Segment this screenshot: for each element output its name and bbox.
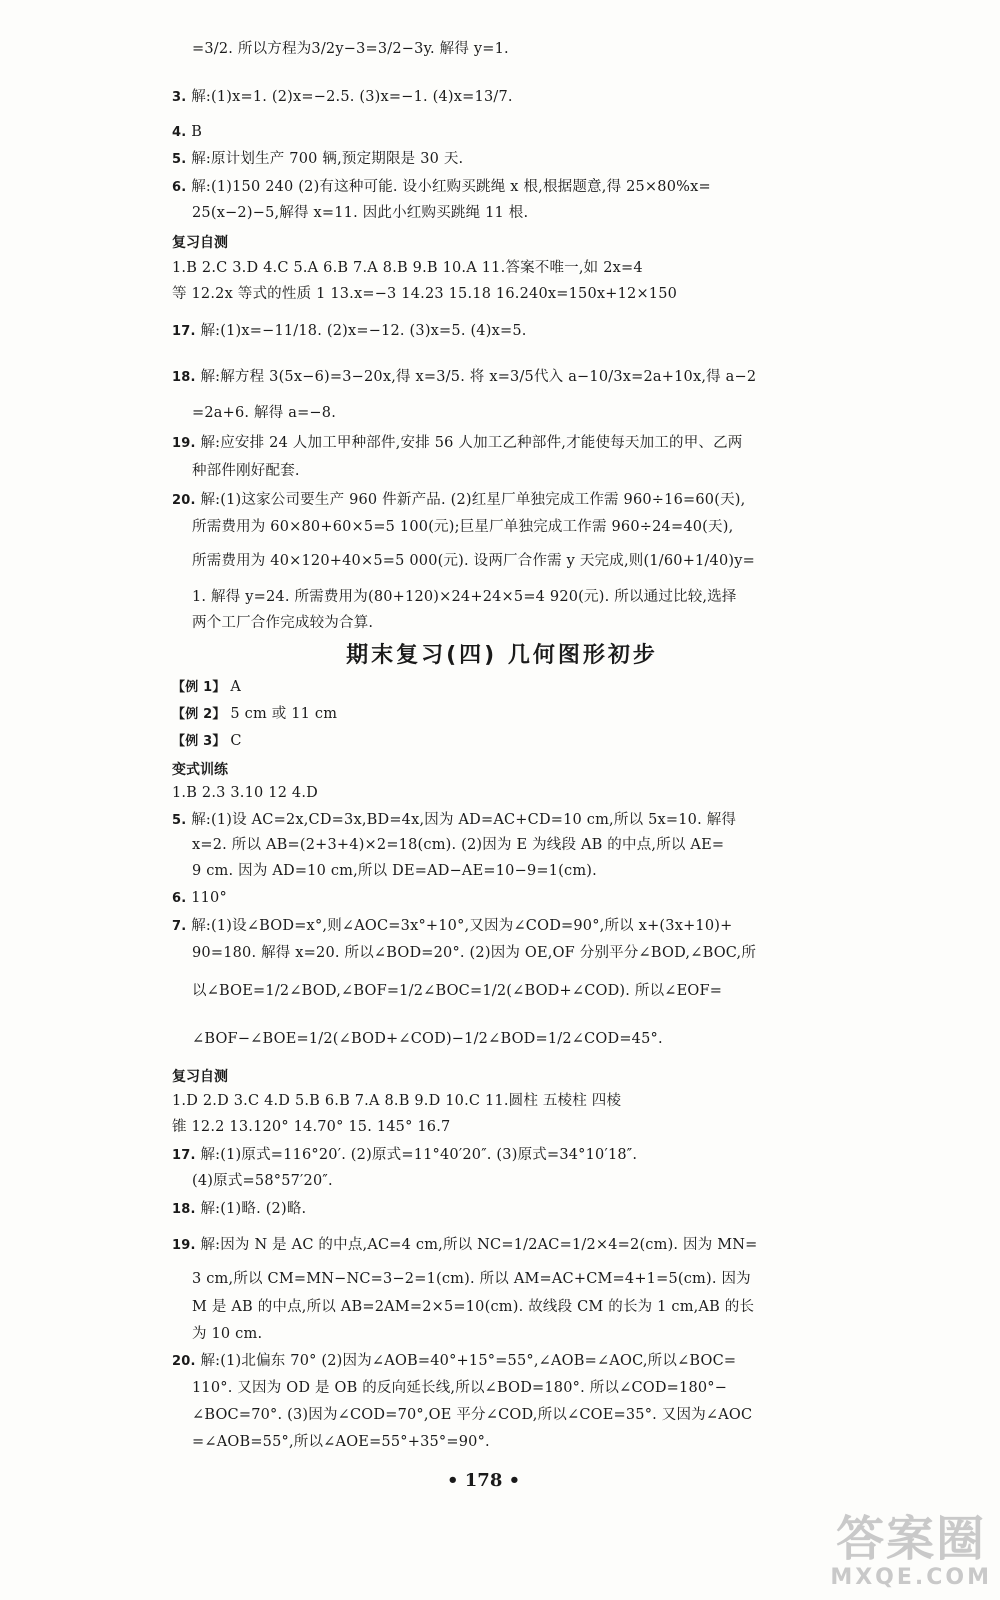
text-line: 以∠BOE=1/2∠BOD,∠BOF=1/2∠BOC=1/2(∠BOD+∠COD). 所以∠EOF= [192, 983, 723, 999]
text-line: 两个工厂合作完成较为合算. [192, 615, 374, 631]
text-line: 1.B 2.C 3.D 4.C 5.A 6.B 7.A 8.B 9.B 10.A 11.答案不唯一,如 2x=4 [172, 260, 643, 276]
text-line: 17. 解:(1)原式=116°20′. (2)原式=11°40′20″. (3)原式=34°10′18″. [172, 1147, 638, 1163]
text-line: 1.B 2.3 3.10 12 4.D [172, 785, 318, 801]
text-line: 18. 解:解方程 3(5x−6)=3−20x,得 x=3/5. 将 x=3/5代入 a−10/3x=2a+10x,得 a−2 [172, 369, 757, 385]
text-line: 110°. 又因为 OD 是 OB 的反向延长线,所以∠BOD=180°. 所以∠COD=180°− [192, 1380, 728, 1396]
text-line: 【例 2】 5 cm 或 11 cm [172, 706, 338, 722]
text-line: 25(x−2)−5,解得 x=11. 因此小红购买跳绳 11 根. [192, 205, 529, 221]
text-line: 20. 解:(1)北偏东 70° (2)因为∠AOB=40°+15°=55°,∠AOB=∠AOC,所以∠BOC= [172, 1353, 737, 1369]
section-subheading: 变式训练 [172, 762, 228, 778]
text-line: 18. 解:(1)略. (2)略. [172, 1201, 307, 1217]
text-line: x=2. 所以 AB=(2+3+4)×2=18(cm). (2)因为 E 为线段 AB 的中点,所以 AE= [192, 837, 725, 853]
text-line: 等 12.2x 等式的性质 1 13.x=−3 14.23 15.18 16.240x=150x+12×150 [172, 286, 678, 302]
text-line: =2a+6. 解得 a=−8. [192, 405, 336, 421]
watermark-logo [830, 1513, 992, 1590]
watermark-url: MXQE.COM [830, 1565, 992, 1590]
text-line: 【例 1】 A [172, 679, 242, 695]
text-line: 所需费用为 60×80+60×5=5 100(元);巨星厂单独完成工作需 960÷24=40(天), [192, 519, 734, 535]
text-line: 19. 解:因为 N 是 AC 的中点,AC=4 cm,所以 NC=1/2AC=1/2×4=2(cm). 因为 MN= [172, 1237, 758, 1253]
watermark-text: 答案圈 [836, 1511, 987, 1567]
text-line: 【例 3】 C [172, 733, 242, 749]
text-line: =∠AOB=55°,所以∠AOE=55°+35°=90°. [192, 1434, 490, 1450]
page-number: • 178 • [447, 1470, 521, 1491]
text-line: 7. 解:(1)设∠BOD=x°,则∠AOC=3x°+10°,又因为∠COD=90°,所以 x+(3x+10)+ [172, 918, 733, 934]
text-line: 4. B [172, 124, 203, 140]
text-line: 锥 12.2 13.120° 14.70° 15. 145° 16.7 [172, 1119, 451, 1135]
text-line: 3 cm,所以 CM=MN−NC=3−2=1(cm). 所以 AM=AC+CM=4+1=5(cm). 因为 [192, 1271, 751, 1287]
section-title: 期末复习(四) 几何图形初步 [346, 643, 658, 668]
text-line: 6. 解:(1)150 240 (2)有这种可能. 设小红购买跳绳 x 根,根据题意,得 25×80%x= [172, 179, 711, 195]
text-line: 为 10 cm. [192, 1326, 263, 1342]
text-line: 种部件刚好配套. [192, 463, 300, 479]
text-line: 17. 解:(1)x=−11/18. (2)x=−12. (3)x=5. (4)x=5. [172, 323, 527, 339]
text-line: 1. 解得 y=24. 所需费用为(80+120)×24+24×5=4 920(元). 所以通过比较,选择 [192, 589, 737, 605]
text-line: ∠BOF−∠BOE=1/2(∠BOD+∠COD)−1/2∠BOD=1/2∠COD=45°. [192, 1031, 663, 1047]
text-line: 3. 解:(1)x=1. (2)x=−2.5. (3)x=−1. (4)x=13/7. [172, 89, 513, 105]
text-line: 19. 解:应安排 24 人加工甲种部件,安排 56 人加工乙种部件,才能使每天加工的甲、乙两 [172, 435, 743, 451]
text-line: 6. 110° [172, 890, 227, 906]
section-subheading: 复习自测 [172, 235, 228, 251]
text-line: 所需费用为 40×120+40×5=5 000(元). 设两厂合作需 y 天完成,则(1/60+1/40)y= [192, 553, 755, 569]
text-line: 1.D 2.D 3.C 4.D 5.B 6.B 7.A 8.B 9.D 10.C 11.圆柱 五棱柱 四棱 [172, 1093, 622, 1109]
section-subheading: 复习自测 [172, 1069, 228, 1085]
text-line: 9 cm. 因为 AD=10 cm,所以 DE=AD−AE=10−9=1(cm). [192, 863, 597, 879]
text-line: 20. 解:(1)这家公司要生产 960 件新产品. (2)红星厂单独完成工作需 960÷16=60(天), [172, 492, 746, 508]
text-line: =3/2. 所以方程为3/2y−3=3/2−3y. 解得 y=1. [192, 41, 509, 57]
text-line: 90=180. 解得 x=20. 所以∠BOD=20°. (2)因为 OE,OF 分别平分∠BOD,∠BOC,所 [192, 945, 757, 961]
text-line: 5. 解:(1)设 AC=2x,CD=3x,BD=4x,因为 AD=AC+CD=10 cm,所以 5x=10. 解得 [172, 812, 737, 828]
text-line: 5. 解:原计划生产 700 辆,预定期限是 30 天. [172, 151, 464, 167]
text-line: (4)原式=58°57′20″. [192, 1173, 333, 1189]
text-line: M 是 AB 的中点,所以 AB=2AM=2×5=10(cm). 故线段 CM 的长为 1 cm,AB 的长 [192, 1299, 755, 1315]
text-line: ∠BOC=70°. (3)因为∠COD=70°,OE 平分∠COD,所以∠COE=35°. 又因为∠AOC [192, 1407, 753, 1423]
